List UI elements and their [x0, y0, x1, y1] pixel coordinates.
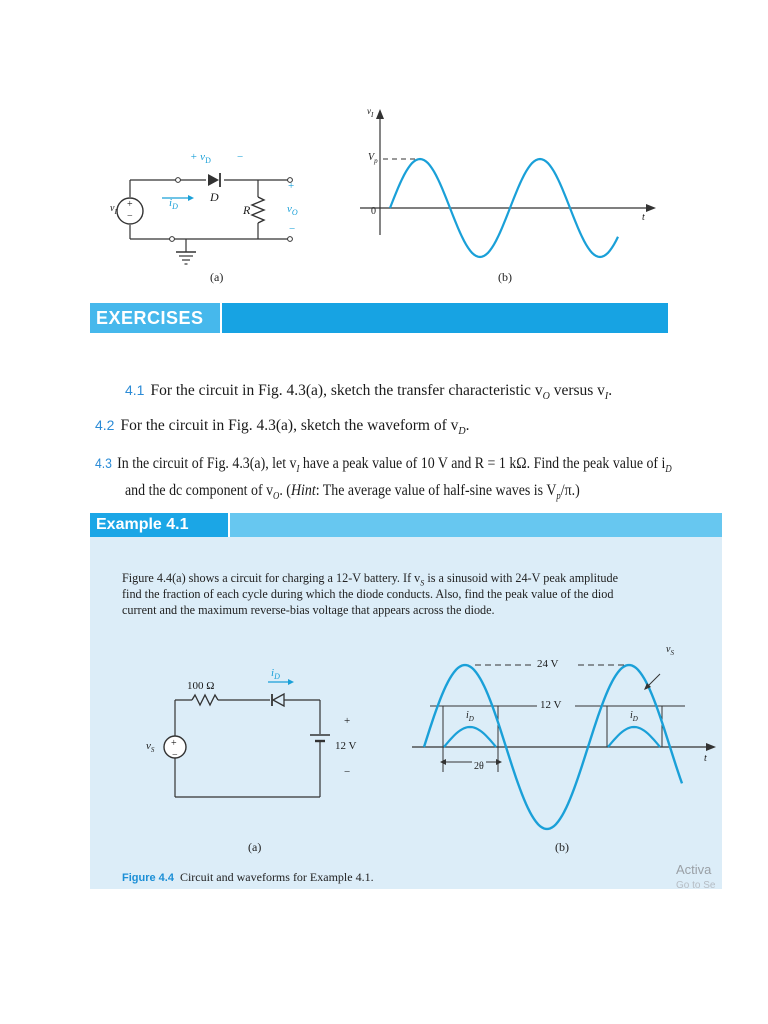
banner-divider: [220, 303, 222, 333]
zero-label: 0: [371, 206, 376, 217]
vp-label: $V_p$: [368, 152, 378, 165]
source-plus: +: [171, 738, 177, 749]
resistor-label: 100 Ω: [187, 680, 215, 692]
example-label-divider: [228, 513, 230, 537]
exercise-4-3-line2: and the dc component of $v_O$. (Hint: The average value of half-sine waves is $V_p/\pi$.): [125, 482, 580, 503]
source-minus: −: [127, 211, 133, 222]
exercise-number: 4.3: [95, 455, 112, 471]
id-pulse-label-1: $i_D$: [466, 710, 474, 723]
exercise-4-1: 4.1 For the circuit in Fig. 4.3(a), sketch the transfer characteristic $v_O$ versus $v_I$.: [125, 382, 613, 403]
exercise-number: 4.2: [95, 417, 115, 433]
vo-label: $v_O$: [287, 203, 298, 218]
vi-axis-label: $v_I$: [367, 106, 374, 119]
id-label: $i_D$: [169, 197, 178, 212]
ground-symbol: [176, 239, 196, 264]
figure-4-4-caption: Figure 4.4 Circuit and waveforms for Example 4.1.: [122, 870, 374, 884]
fig-4-3b-caption: (b): [498, 270, 512, 284]
diode-current-pulse: [444, 727, 496, 747]
figure-4-3b-waveform: [350, 105, 660, 270]
r-label: R: [243, 203, 251, 217]
example-box: [90, 537, 722, 889]
resistor-symbol: [192, 695, 218, 705]
battery-plus: +: [344, 715, 351, 727]
vs-label: $v_S$: [146, 740, 155, 755]
example-text-line-3: current and the maximum reverse-bias voltage that appears across the diode.: [122, 603, 495, 617]
fig-4-4b-caption: (b): [555, 840, 569, 854]
activate-watermark-sub: Go to Se: [676, 880, 716, 889]
activate-watermark: Activa: [676, 862, 712, 877]
figure-4-4a-circuit: [150, 662, 370, 812]
battery-label: 12 V: [335, 740, 357, 752]
t-axis-label: t: [704, 753, 707, 764]
diode-label: D: [210, 190, 219, 204]
vd-minus: −: [237, 151, 244, 163]
level-12v-label: 12 V: [537, 699, 565, 711]
example-text-line-2: find the fraction of each cycle during which the diode conducts. Also, find the peak value of the diod: [122, 587, 614, 601]
peak-24v-label: 24 V: [534, 658, 562, 670]
vo-minus: −: [289, 223, 296, 235]
example-text-line-1: Figure 4.4(a) shows a circuit for charging a 12-V battery. If $v_S$ is a sinusoid with 24-V peak amplitude: [122, 571, 619, 588]
battery-symbol: [310, 735, 330, 741]
diode-symbol: [272, 694, 284, 706]
example-label: Example 4.1: [90, 513, 228, 537]
diode-symbol: [208, 173, 220, 187]
conduction-angle-label: 2θ: [474, 761, 484, 772]
vi-label: $v_I$: [110, 203, 117, 216]
exercise-number: 4.1: [125, 382, 145, 398]
figure-4-4b-waveform: [410, 642, 720, 842]
fig-4-4a-caption: (a): [248, 840, 262, 854]
vd-label: + $v_D$: [190, 151, 211, 166]
resistor-symbol: [252, 197, 264, 223]
diode-current-pulse: [608, 727, 660, 747]
vs-wave-label: $v_S$: [666, 644, 674, 657]
id-label: $i_D$: [271, 667, 280, 682]
exercise-4-2: 4.2 For the circuit in Fig. 4.3(a), sketch the waveform of $v_D$.: [95, 417, 470, 438]
source-plus: +: [127, 199, 133, 210]
fig-4-3a-caption: (a): [210, 270, 224, 284]
t-axis-label: t: [642, 212, 645, 223]
vo-plus: +: [288, 180, 295, 192]
id-pulse-label-2: $i_D$: [630, 710, 638, 723]
exercises-banner-label: EXERCISES: [90, 303, 220, 333]
battery-minus: −: [344, 766, 351, 778]
exercise-4-3: 4.3 In the circuit of Fig. 4.3(a), let $v_I$ have a peak value of 10 V and R = 1 kΩ. Find the peak value of $i_D$: [95, 455, 672, 476]
source-minus: −: [172, 750, 178, 761]
